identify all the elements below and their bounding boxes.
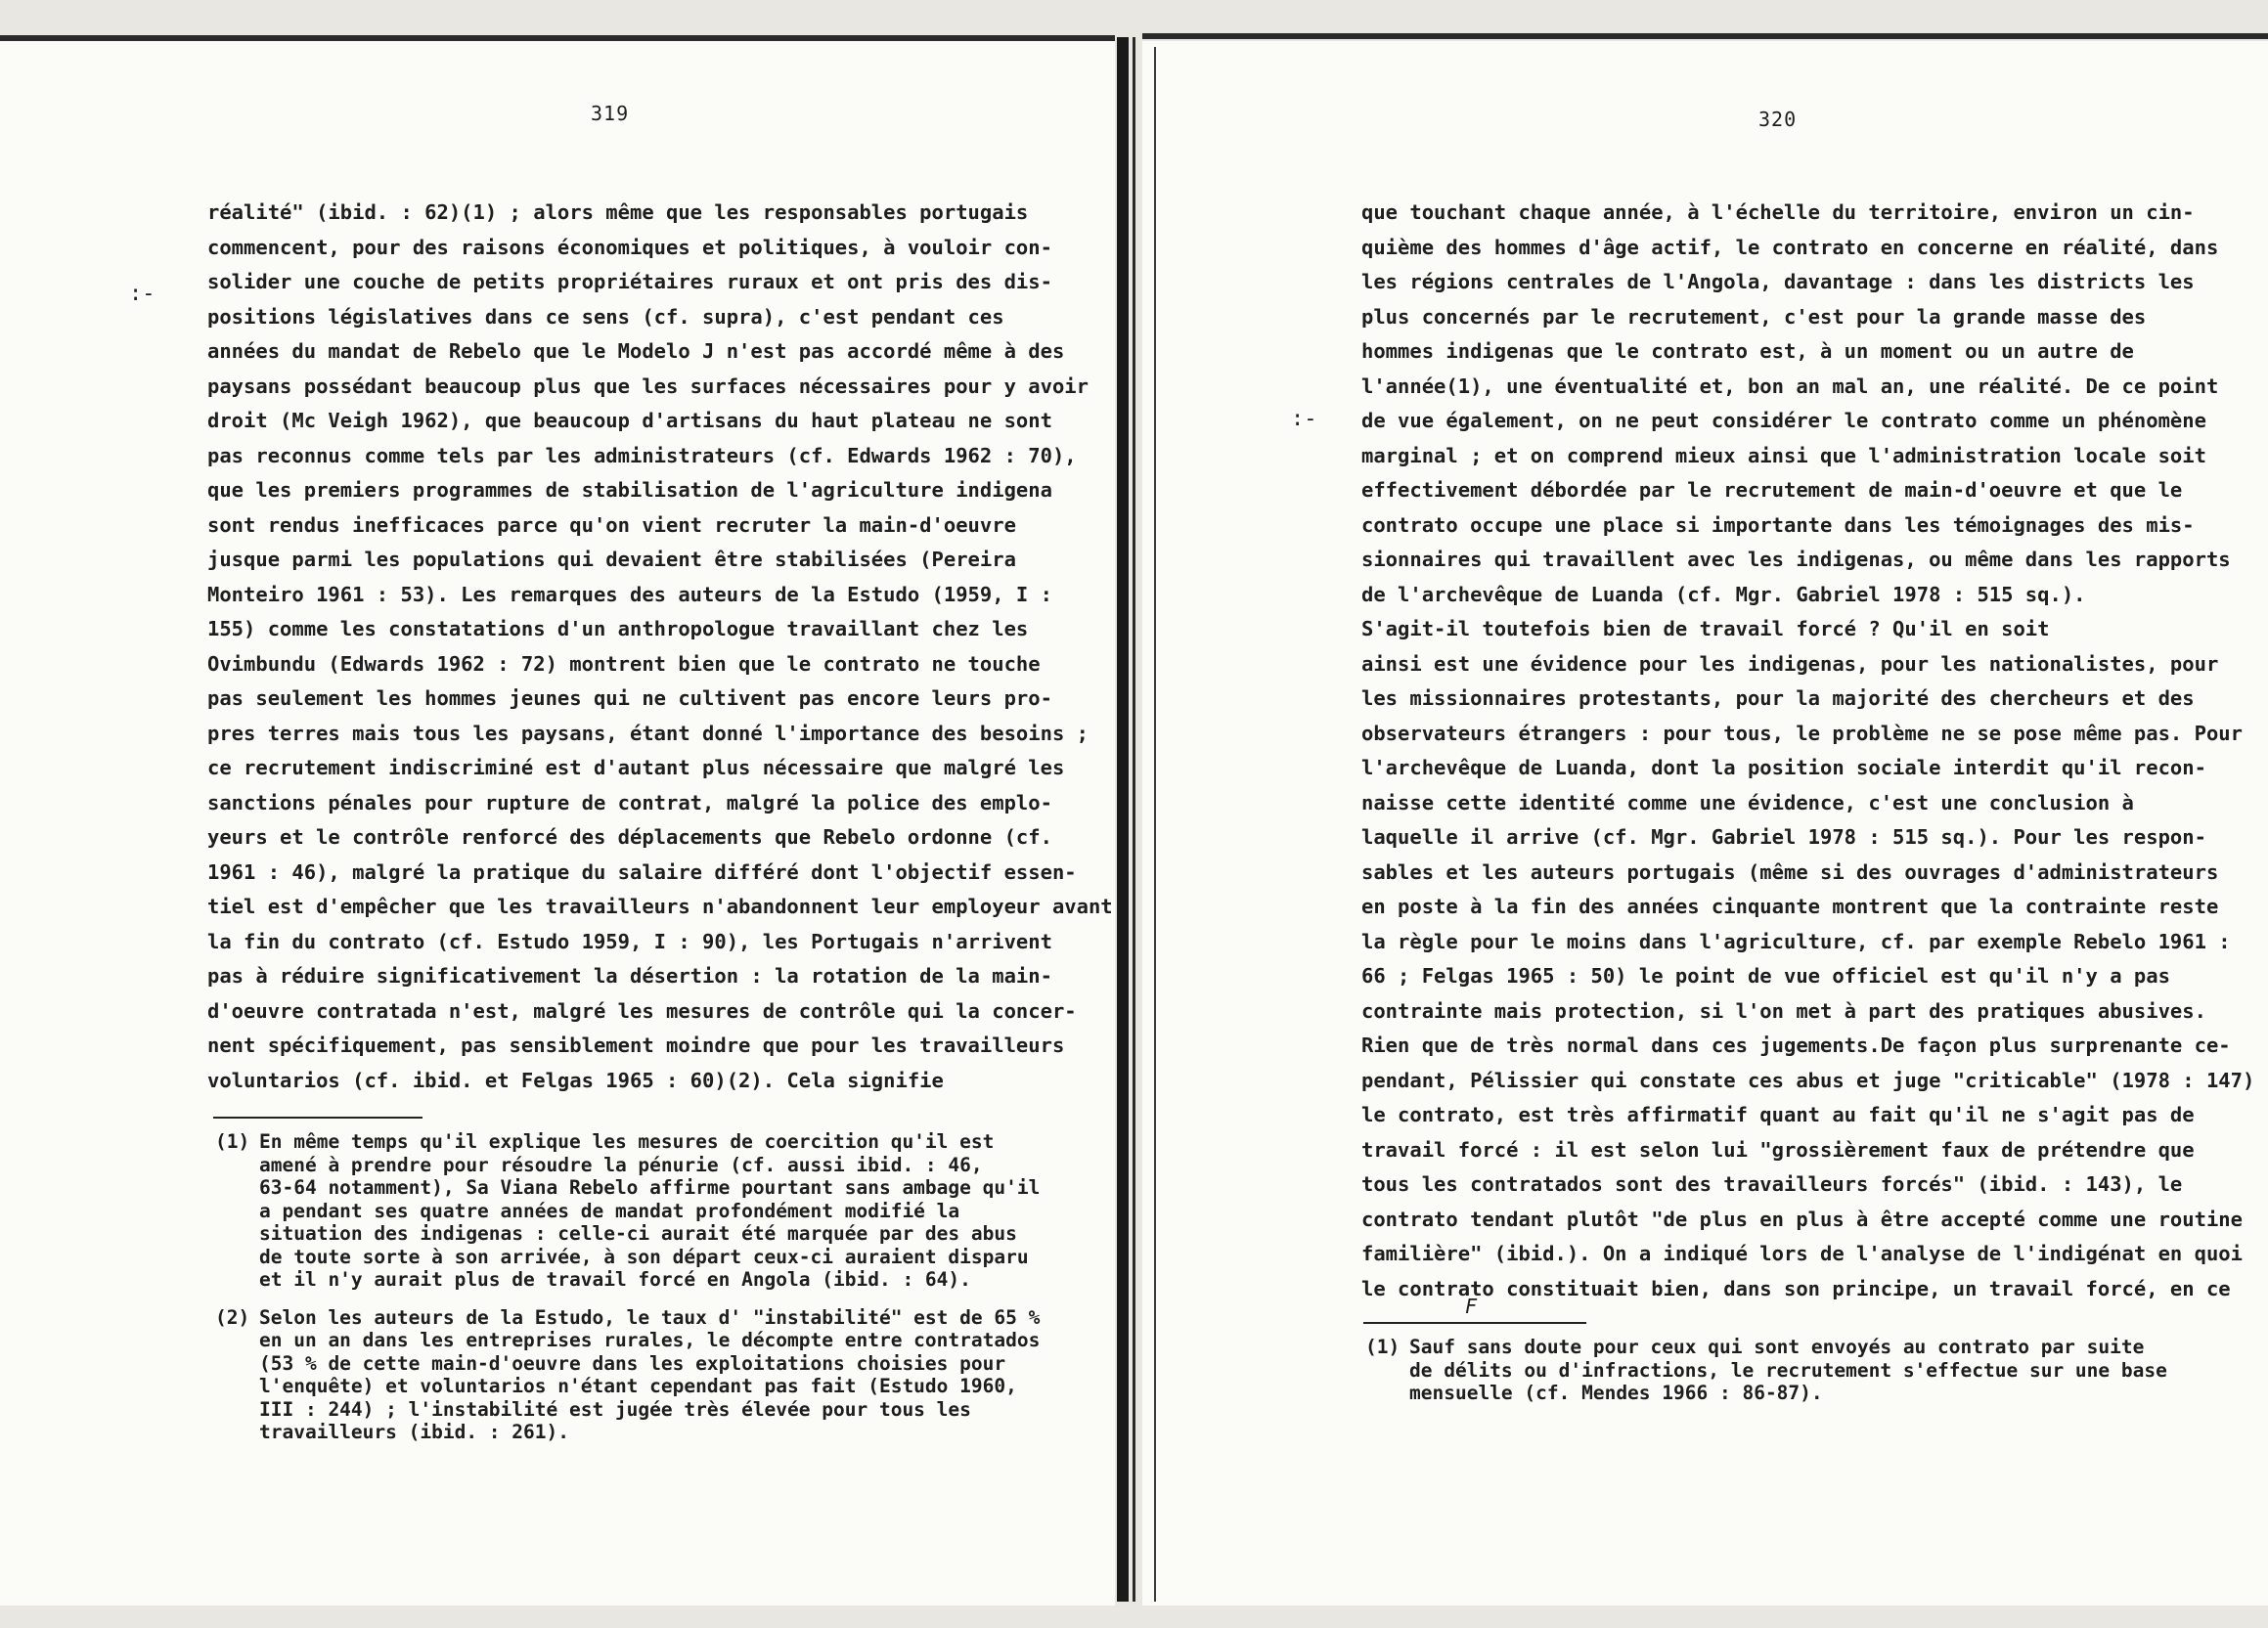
handwritten-mark: F [1465,1295,1478,1318]
text-line: ainsi est une évidence pour les indigenas, pour les nationalistes, pour [1361,651,2219,676]
right-page-top-edge [1142,33,2268,39]
footnote-line: en un an dans les entreprises rurales, le décompte entre contratados [259,1329,1041,1351]
text-line: en poste à la fin des années cinquante montrent que la contrainte reste [1361,895,2219,918]
text-line: S'agit-il toutefois bien de travail forcé ? Qu'il en soit [1361,617,2050,640]
text-line: familière" (ibid.). On a indiqué lors de l'analyse de l'indigénat en quoi [1361,1242,2243,1265]
gutter-line [1133,37,1135,1602]
footnote-line: de délits ou d'infractions, le recrutement s'effectue sur une base [1409,1358,2167,1382]
text-line: contrainte mais protection, si l'on met à part des pratiques abusives. [1361,998,2206,1023]
margin-mark: :- [129,282,156,306]
text-line: marginal ; et on comprend mieux ainsi que l'administration locale soit [1361,443,2206,467]
footnote-line: l'enquête) et voluntarios n'étant cependant pas fait (Estudo 1960, [259,1375,1017,1397]
text-line: laquelle il arrive (cf. Mgr. Gabriel 1978 : 515 sq.). Pour les respon- [1361,825,2206,849]
footnote-line: Sauf sans doute pour ceux qui sont envoyés au contrato par suite [1409,1336,2145,1358]
footnote-line: (53 % de cette main-d'oeuvre dans les exploitations choisies pour [259,1351,1006,1375]
footnote-line: En même temps qu'il explique les mesures de coercition qu'il est [259,1130,995,1153]
text-line: Ovimbundu (Edwards 1962 : 72) montrent bien que le contrato ne touche [207,651,1041,676]
footnote [1365,1336,2246,1405]
body-text [207,196,1113,1098]
text-line: quième des hommes d'âge actif, le contrato en concerne en réalité, dans [1361,235,2219,259]
text-line: réalité" (ibid. : 62)(1) ; alors même que les responsables portugais [207,200,1029,224]
text-line: 1961 : 46), malgré la pratique du salaire différé dont l'objectif essen- [207,859,1077,884]
footnote-line: mensuelle (cf. Mendes 1966 : 86-87). [1409,1382,1823,1404]
text-line: Monteiro 1961 : 53). Les remarques des auteurs de la Estudo (1959, I : [207,582,1052,606]
text-line: positions législatives dans ce sens (cf. supra), c'est pendant ces [207,304,1004,329]
text-line: pas à réduire significativement la désertion : la rotation de la main- [207,964,1052,988]
text-line: ce recrutement indiscriminé est d'autant plus nécessaire que malgré les [207,756,1065,779]
footnote-number: (1) [215,1130,250,1153]
text-line: solider une couche de petits propriétaires ruraux et ont pris des dis- [207,270,1052,293]
text-line: sont rendus inefficaces parce qu'on vient recruter la main-d'oeuvre [207,512,1016,537]
footnote-number: (2) [215,1305,250,1329]
footnote-line: et il n'y aurait plus de travail forcé en Angola (ibid. : 64). [259,1268,971,1291]
footnote-rule [1363,1322,1586,1324]
text-line: sables et les auteurs portugais (même si des ouvrages d'administrateurs [1361,859,2219,884]
right-page [1142,41,2268,1606]
text-line: 155) comme les constatations d'un anthropologue travaillant chez les [207,617,1029,640]
footnote [215,1130,1076,1292]
gutter-line [1154,47,1156,1602]
footnote-rule [213,1117,422,1119]
text-line: Rien que de très normal dans ces jugements.De façon plus surprenante ce- [1361,1034,2231,1057]
text-line: tiel est d'empêcher que les travailleurs n'abandonnent leur employeur avant [207,895,1113,918]
text-line: de vue également, on ne peut considérer le contrato comme un phénomène [1361,409,2206,432]
text-line: travail forcé : il est selon lui "grossièrement faux de prétendre que [1361,1137,2195,1162]
text-line: yeurs et le contrôle renforcé des déplacements que Rebelo ordonne (cf. [207,825,1052,849]
text-line: les missionnaires protestants, pour la majorité des chercheurs et des [1361,686,2195,710]
text-line: pas reconnus comme tels par les administrateurs (cf. Edwards 1962 : 70), [207,443,1077,467]
footnote-line: 63-64 notamment), Sa Viana Rebelo affirme pourtant sans ambage qu'il [259,1176,1041,1199]
footnote [215,1306,1076,1444]
body-text [1361,196,2261,1306]
text-line: voluntarios (cf. ibid. et Felgas 1965 : 60)(2). Cela signifie [207,1068,944,1092]
footnote-line: III : 244) ; l'instabilité est jugée très élevée pour tous les [259,1397,971,1421]
text-line: les régions centrales de l'Angola, davantage : dans les districts les [1361,270,2195,293]
text-line: contrato occupe une place si importante dans les témoignages des mis- [1361,512,2195,537]
binding-gutter [1117,37,1129,1602]
text-line: d'oeuvre contratada n'est, malgré les mesures de contrôle qui la concer- [207,998,1077,1023]
text-line: jusque parmi les populations qui devaient être stabilisées (Pereira [207,548,1016,571]
text-line: sionnaires qui travaillent avec les indigenas, ou même dans les rapports [1361,548,2231,571]
text-line: paysans possédant beaucoup plus que les surfaces nécessaires pour y avoir [207,374,1089,398]
text-line: de l'archevêque de Luanda (cf. Mgr. Gabriel 1978 : 515 sq.). [1361,582,2086,606]
text-line: l'archevêque de Luanda, dont la position sociale interdit qu'il recon- [1361,756,2206,779]
text-line: 66 ; Felgas 1965 : 50) le point de vue officiel est qu'il n'y a pas [1361,964,2170,988]
text-line: l'année(1), une éventualité et, bon an mal an, une réalité. De ce point [1361,374,2219,398]
text-line: le contrato, est très affirmatif quant au fait qu'il ne s'agit pas de [1361,1103,2195,1126]
text-line: nent spécifiquement, pas sensiblement moindre que pour les travailleurs [207,1034,1065,1057]
footnote-number: (1) [1365,1336,1401,1358]
text-line: naisse cette identité comme une évidence, c'est une conclusion à [1361,790,2134,814]
footnote-line: amené à prendre pour résoudre la pénurie (cf. aussi ibid. : 46, [259,1153,983,1176]
text-line: la fin du contrato (cf. Estudo 1959, I : 90), les Portugais n'arrivent [207,929,1052,953]
text-line: le contrato constituait bien, dans son principe, un travail forcé, en ce [1361,1276,2231,1300]
margin-mark: :- [1291,407,1317,431]
text-line: contrato tendant plutôt "de plus en plus à être accepté comme une routine [1361,1207,2243,1231]
text-line: hommes indigenas que le contrato est, à un moment ou un autre de [1361,339,2134,363]
text-line: la règle pour le moins dans l'agriculture, cf. par exemple Rebelo 1961 : [1361,929,2231,953]
text-line: droit (Mc Veigh 1962), que beaucoup d'artisans du haut plateau ne sont [207,409,1052,432]
text-line: effectivement débordée par le recrutement de main-d'oeuvre et que le [1361,478,2183,502]
footnote-line: situation des indigenas : celle-ci aurait été marquée par des abus [259,1222,1017,1245]
page-number: 319 [591,102,630,125]
text-line: sanctions pénales pour rupture de contrat, malgré la police des emplo- [207,790,1052,814]
text-line: tous les contratados sont des travailleurs forcés" (ibid. : 143), le [1361,1172,2183,1196]
footnotes [1365,1336,2246,1420]
text-line: pendant, Pélissier qui constate ces abus et juge "criticable" (1978 : 147) [1361,1068,2255,1092]
footnote-line: a pendant ses quatre années de mandat profondément modifié la [259,1199,960,1222]
text-line: que les premiers programmes de stabilisation de l'agriculture indigena [207,478,1052,502]
text-line: années du mandat de Rebelo que le Modelo J n'est pas accordé même à des [207,339,1065,363]
footnote-line: Selon les auteurs de la Estudo, le taux d' "instabilité" est de 65 % [259,1305,1041,1329]
text-line: observateurs étrangers : pour tous, le problème ne se pose même pas. Pour [1361,721,2243,745]
footnotes [215,1130,1076,1459]
text-line: pas seulement les hommes jeunes qui ne cultivent pas encore leurs pro- [207,686,1052,710]
page-number: 320 [1758,108,1798,131]
text-line: pres terres mais tous les paysans, étant donné l'importance des besoins ; [207,721,1089,745]
text-line: plus concernés par le recrutement, c'est pour la grande masse des [1361,304,2147,329]
left-page [0,41,1115,1606]
text-line: que touchant chaque année, à l'échelle du territoire, environ un cin- [1361,200,2195,224]
text-line: commencent, pour des raisons économiques et politiques, à vouloir con- [207,235,1052,259]
footnote-line: de toute sorte à son arrivée, à son départ ceux-ci auraient disparu [259,1245,1029,1268]
footnote-line: travailleurs (ibid. : 261). [259,1421,569,1443]
